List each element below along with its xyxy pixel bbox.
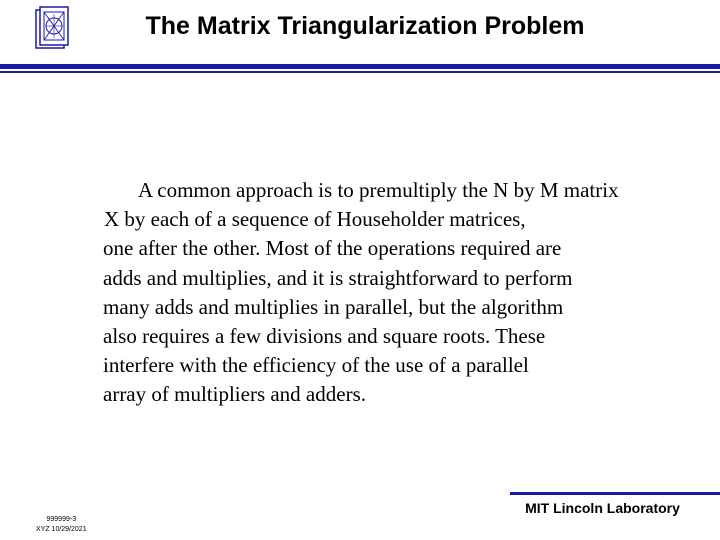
body-line: one after the other. Most of the operations required are bbox=[103, 236, 562, 261]
body-line: many adds and multiplies in parallel, but the algorithm bbox=[103, 294, 564, 319]
author-date: XYZ 10/29/2021 bbox=[36, 526, 87, 533]
body-line: adds and multiplies, and it is straightforward to perform bbox=[103, 265, 573, 290]
body-line: X by each of a sequence of Householder matrices, bbox=[104, 207, 526, 232]
footer-meta bbox=[36, 515, 87, 535]
body-line: array of multipliers and adders. bbox=[103, 382, 366, 407]
slide-id: 999999-3 bbox=[46, 516, 77, 523]
slide-body bbox=[103, 176, 703, 410]
body-line: interfere with the efficiency of the use of a parallel bbox=[103, 353, 529, 378]
title-divider-thin bbox=[0, 71, 720, 73]
title-divider-thick bbox=[0, 64, 720, 69]
footer-lab-name: MIT Lincoln Laboratory bbox=[525, 500, 680, 516]
mit-ll-logo-icon bbox=[34, 6, 70, 50]
body-line: A common approach is to premultiply the N by M matrix bbox=[138, 178, 619, 202]
footer-divider bbox=[510, 492, 720, 495]
slide-title: The Matrix Triangularization Problem bbox=[145, 12, 585, 40]
body-line: also requires a few divisions and square roots. These bbox=[103, 324, 546, 349]
